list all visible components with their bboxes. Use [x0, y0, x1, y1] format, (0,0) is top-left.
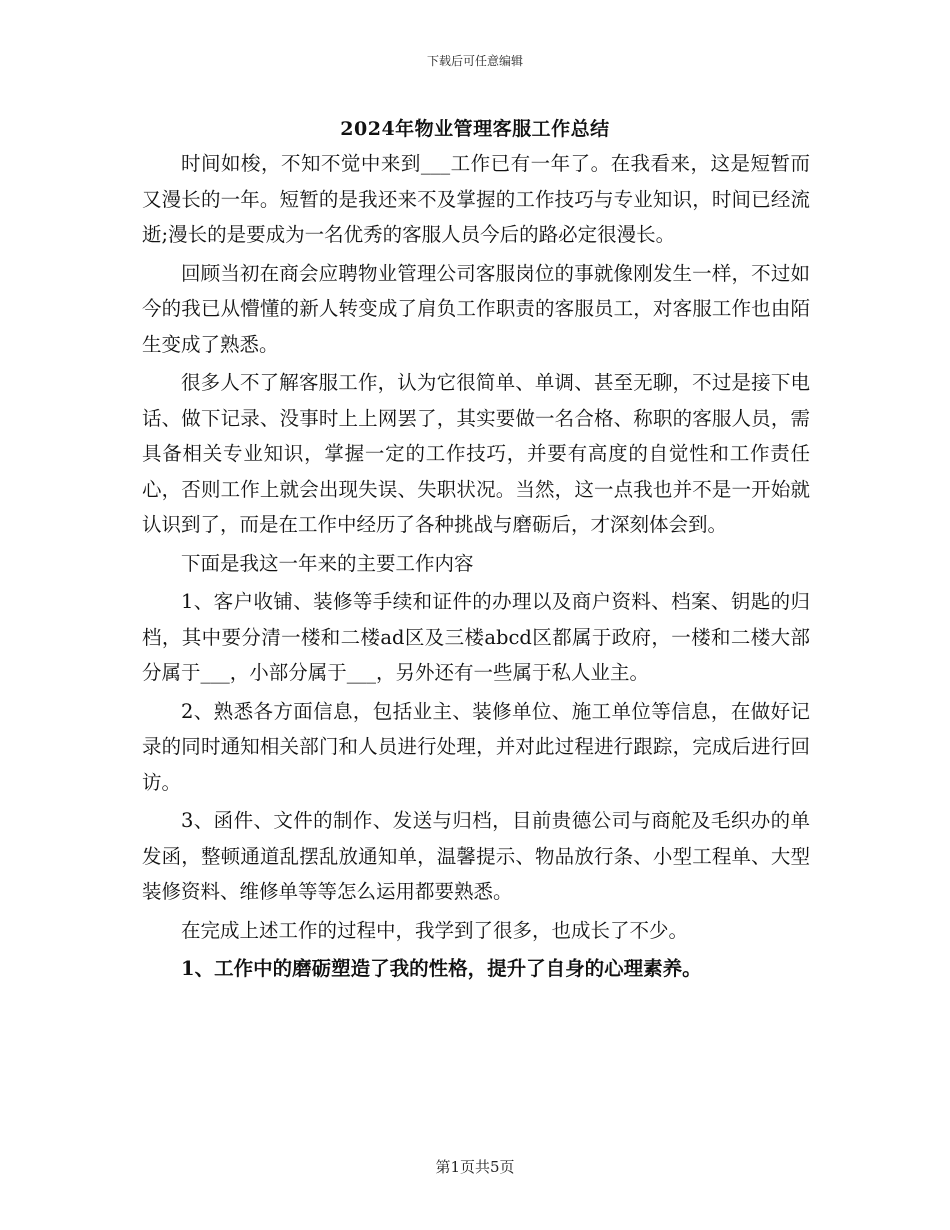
document-body [142, 146, 810, 990]
paragraph-understanding: 很多人不了解客服工作，认为它很简单、单调、甚至无聊，不过是接下电话、做下记录、没事时上上网罢了，其实要做一名合格、称职的客服人员，需具备相关专业知识，掌握一定的工作技巧，并要有高度的自觉性和工作责任心，否则工作上就会出现失误、失职状况。当然，这一点我也并不是一开始就认识到了，而是在工作中经历了各种挑战与磨砺后，才深刻体会到。 [142, 371, 810, 536]
paragraph-growth: 在完成上述工作的过程中，我学到了很多，也成长了不少。 [181, 918, 689, 942]
section-heading: 1、工作中的磨砺塑造了我的性格，提升了自身的心理素养。 [181, 957, 702, 980]
paragraph-item-1: 1、客户收铺、装修等手续和证件的办理以及商户资料、档案、钥匙的归档，其中要分清一楼和二楼ad区及三楼abcd区都属于政府，一楼和二楼大部分属于___，小部分属于___，另外还有一些属于私人业主。 [142, 590, 810, 684]
page-footer: 第1页共5页 [435, 1158, 515, 1176]
page-header: 下载后可任意编辑 [426, 54, 523, 68]
paragraph-review: 回顾当初在商会应聘物业管理公司客服岗位的事就像刚发生一样，不过如今的我已从懵懂的新人转变成了肩负工作职责的客服员工，对客服工作也由陌生变成了熟悉。 [142, 261, 810, 356]
paragraph-intro: 时间如梭，不知不觉中来到___工作已有一年了。在我看来，这是短暂而又漫长的一年。短暂的是我还来不及掌握的工作技巧与专业知识，时间已经流逝;漫长的是要成为一名优秀的客服人员今后的路必定很漫长。 [142, 152, 810, 246]
paragraph-item-2: 2、熟悉各方面信息，包括业主、装修单位、施工单位等信息，在做好记录的同时通知相关部门和人员进行处理，并对此过程进行跟踪，完成后进行回访。 [142, 699, 810, 794]
paragraph-work-content-intro: 下面是我这一年来的主要工作内容 [181, 551, 474, 575]
paragraph-item-3: 3、函件、文件的制作、发送与归档，目前贵德公司与商舵及毛织办的单发函，整顿通道乱摆乱放通知单，温馨提示、物品放行条、小型工程单、大型装修资料、维修单等等怎么运用都要熟悉。 [142, 809, 810, 903]
document-title: 2024年物业管理客服工作总结 [340, 118, 610, 140]
